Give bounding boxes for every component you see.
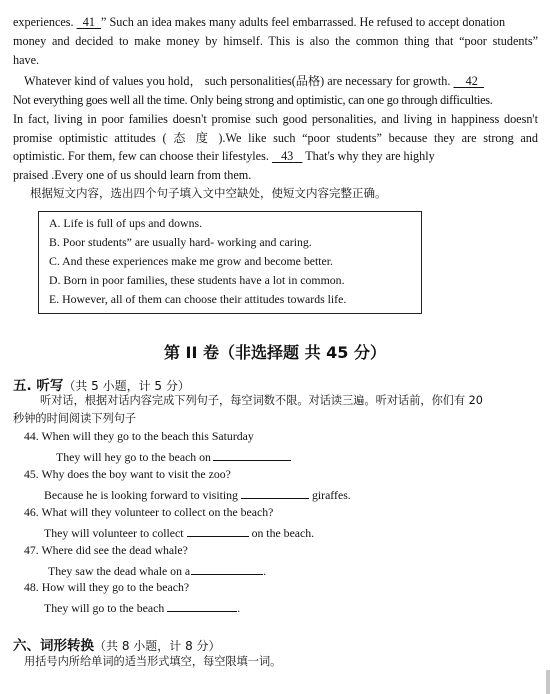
section-title: 第 II 卷（非选择题 共 45 分） — [163, 343, 387, 362]
option-a: A. Life is full of ups and downs. — [49, 216, 203, 230]
option-e: E. However, all of them can choose their attitudes towards life. — [49, 292, 347, 306]
option-d: D. Born in poor families, these students have a lot in common. — [49, 273, 345, 287]
answer-blank-47[interactable] — [191, 562, 263, 575]
blank-41: 41 — [82, 15, 95, 29]
question-46: 46. What will they volunteer to collect on the beach? — [24, 505, 274, 519]
page-edge-marker — [546, 670, 550, 694]
answer-47: They saw the dead whale on a . — [48, 564, 267, 578]
option-c: C. And these experiences make me grow and become better. — [49, 254, 334, 268]
question-48: 48. How will they go to the beach? — [24, 580, 190, 594]
passage-line-4: Whatever kind of values you hold， such personalities(品格) are necessary for growth. 42 — [24, 72, 538, 91]
part6-instruction: 用括号内所给单词的适当形式填空，每空限填一词。 — [24, 655, 282, 668]
passage-line-1: experiences. 41 ” Such an idea makes many adults feel embarrassed. He refused to accept donation — [13, 15, 506, 29]
question-44: 44. When will they go to the beach this Saturday — [24, 429, 254, 443]
task-instruction: 根据短文内容，选出四个句子填入文中空缺处，使短文内容完整正确。 — [30, 186, 387, 200]
passage-line-3: have. — [13, 53, 40, 67]
answer-48: They will go to the beach . — [44, 601, 241, 615]
passage-line-2: money and decided to make money by himself. This is also the common thing that “poor students” — [13, 34, 538, 48]
question-45: 45. Why does the boy want to visit the zoo? — [24, 467, 231, 481]
answer-45: Because he is looking forward to visiting giraffes. — [44, 488, 351, 502]
passage-line-8: optimistic. For them, few can choose their lifestyles. 43 That's why they are highly — [13, 149, 435, 163]
part5-instruction-1: 听对话，根据对话内容完成下列句子，每空词数不限。对话读三遍。听对话前，你们有 20 — [40, 394, 483, 407]
answer-blank-48[interactable] — [167, 599, 237, 612]
answer-44: They will hey go to the beach on — [56, 448, 291, 465]
blank-42: 42 — [465, 74, 478, 88]
passage-line-6: In fact, living in poor families doesn't promise such good personalities, and living in happiness doesn't — [13, 112, 538, 126]
passage-line-5: Not everything goes well all the time. Only being strong and optimistic, can one go through difficulties. — [13, 93, 493, 107]
options-box — [38, 211, 422, 314]
part5-instruction-2: 秒钟的时间阅读下列句子 — [13, 412, 137, 425]
answer-blank-46[interactable] — [187, 524, 249, 537]
passage-line-7: promise optimistic attitudes ( 态 度 ).We like such “poor students” because they are strong and — [13, 131, 538, 145]
option-b: B. Poor students” are usually hard- working and caring. — [49, 235, 312, 249]
answer-blank-44[interactable] — [213, 448, 291, 461]
part6-heading: 六、词形转换（共 8 小题，计 8 分） — [13, 638, 221, 654]
answer-46: They will volunteer to collect on the beach. — [44, 526, 315, 540]
passage-line-9: praised .Every one of us should learn from them. — [13, 168, 252, 182]
blank-43: 43 — [281, 149, 294, 163]
part5-heading: 五. 听写（共 5 小题，计 5 分） — [13, 378, 190, 394]
answer-blank-45[interactable] — [241, 486, 309, 499]
question-47: 47. Where did see the dead whale? — [24, 543, 188, 557]
